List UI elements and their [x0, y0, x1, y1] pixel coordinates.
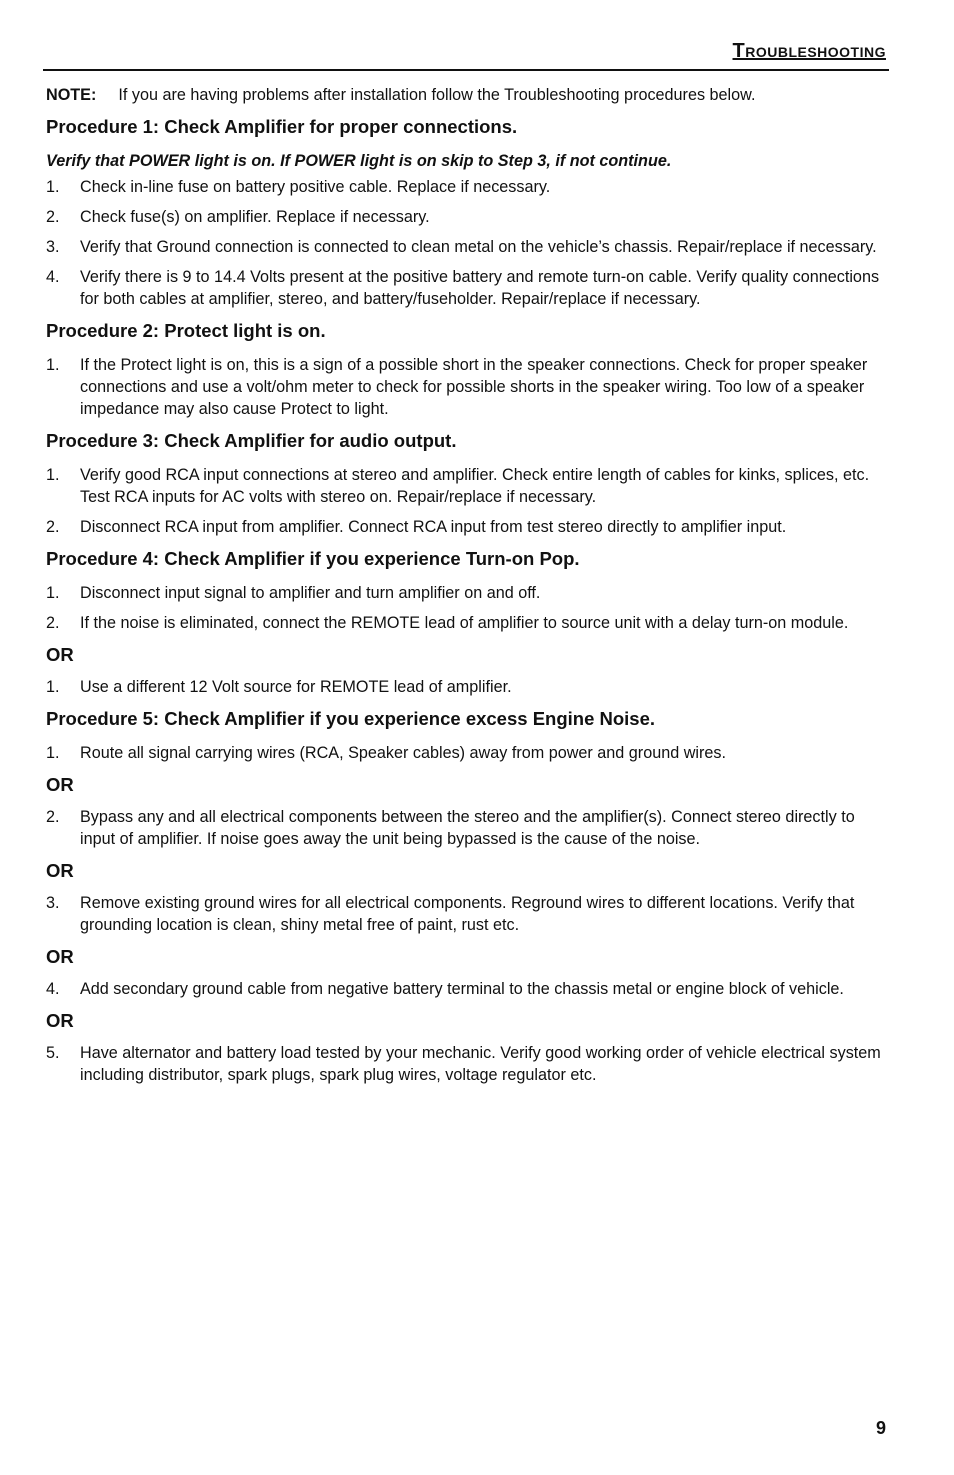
procedure-1-intro: Verify that POWER light is on. If POWER light is on skip to Step 3, if not continue. [46, 152, 672, 170]
procedure-2-heading: Procedure 2: Protect light is on. [46, 320, 326, 341]
step-number: 1. [46, 744, 60, 762]
or-separator: OR [46, 860, 74, 881]
step-number: 3. [46, 238, 60, 256]
step-text: Disconnect input signal to amplifier and turn amplifier on and off. [80, 584, 541, 602]
step-text: Disconnect RCA input from amplifier. Connect RCA input from test stereo directly to amplifier input. [80, 518, 787, 536]
step-text: Remove existing ground wires for all electrical components. Reground wires to different locations. Verify that grounding location is clean, shiny metal free of paint, rust etc. [80, 894, 855, 934]
step-text: Route all signal carrying wires (RCA, Speaker cables) away from power and ground wires. [80, 744, 726, 762]
list-item [46, 206, 886, 228]
list-item [46, 1042, 886, 1086]
procedure-4-heading: Procedure 4: Check Amplifier if you experience Turn-on Pop. [46, 548, 580, 569]
header-rule [43, 69, 889, 71]
step-text: Check fuse(s) on amplifier. Replace if necessary. [80, 208, 430, 226]
or-separator: OR [46, 774, 74, 795]
page-number: 9 [875, 1418, 886, 1438]
step-number: 1. [46, 178, 60, 196]
page-header-title: Troubleshooting [732, 40, 886, 62]
step-number: 2. [46, 808, 60, 826]
note [46, 84, 886, 106]
list-item [46, 354, 886, 420]
step-text: Verify good RCA input connections at stereo and amplifier. Check entire length of cables for kinks, splices, etc. Test RCA inputs for AC volts with stereo on. Repair/replace if necessary. [80, 466, 870, 506]
list-item [46, 806, 886, 850]
step-number: 4. [46, 268, 60, 286]
list-item [46, 516, 886, 538]
list-item [46, 176, 886, 198]
list-item [46, 676, 886, 698]
step-number: 2. [46, 614, 60, 632]
note-text: If you are having problems after installation follow the Troubleshooting procedures below. [118, 86, 756, 104]
step-text: Have alternator and battery load tested by your mechanic. Verify good working order of vehicle electrical system including distributor, spark plugs, spark plug wires, voltage regulator etc. [80, 1044, 881, 1084]
list-item [46, 978, 886, 1000]
list-item [46, 464, 886, 508]
step-number: 5. [46, 1044, 60, 1062]
step-number: 1. [46, 356, 60, 374]
list-item [46, 892, 886, 936]
step-text: Bypass any and all electrical components between the stereo and the amplifier(s). Connect stereo directly to input of amplifier. If noise goes away the unit being bypassed is the cause of the noise. [80, 808, 855, 848]
step-text: If the noise is eliminated, connect the REMOTE lead of amplifier to source unit with a delay turn-on module. [80, 614, 849, 632]
step-number: 3. [46, 894, 60, 912]
list-item [46, 236, 886, 258]
procedure-5-heading: Procedure 5: Check Amplifier if you experience excess Engine Noise. [46, 708, 656, 729]
step-text: Check in-line fuse on battery positive cable. Replace if necessary. [80, 178, 551, 196]
procedure-1-heading: Procedure 1: Check Amplifier for proper connections. [46, 116, 518, 137]
list-item [46, 582, 886, 604]
step-text: Verify there is 9 to 14.4 Volts present at the positive battery and remote turn-on cable. Verify quality connections for both cables at amplifier, stereo, and battery/fuseholder. Repair/replace if necessary. [80, 268, 880, 308]
step-number: 4. [46, 980, 60, 998]
step-text: Verify that Ground connection is connected to clean metal on the vehicle’s chassis. Repair/replace if necessary. [80, 238, 877, 256]
step-text: Add secondary ground cable from negative battery terminal to the chassis metal or engine block of vehicle. [80, 980, 844, 998]
or-separator: OR [46, 1010, 74, 1031]
step-number: 2. [46, 208, 60, 226]
document-body [46, 84, 886, 1094]
step-number: 2. [46, 518, 60, 536]
note-label: NOTE: [46, 86, 97, 104]
step-number: 1. [46, 678, 60, 696]
list-item [46, 266, 886, 310]
step-text: Use a different 12 Volt source for REMOTE lead of amplifier. [80, 678, 512, 696]
list-item [46, 742, 886, 764]
list-item [46, 612, 886, 634]
or-separator: OR [46, 644, 74, 665]
procedure-3-heading: Procedure 3: Check Amplifier for audio output. [46, 430, 457, 451]
or-separator: OR [46, 946, 74, 967]
step-text: If the Protect light is on, this is a sign of a possible short in the speaker connections. Check for proper speaker connections and use a volt/ohm meter to check for possible shorts in the speaker wiring. Too low of a speaker impedance may also cause Protect to light. [80, 356, 868, 418]
step-number: 1. [46, 466, 60, 484]
step-number: 1. [46, 584, 60, 602]
